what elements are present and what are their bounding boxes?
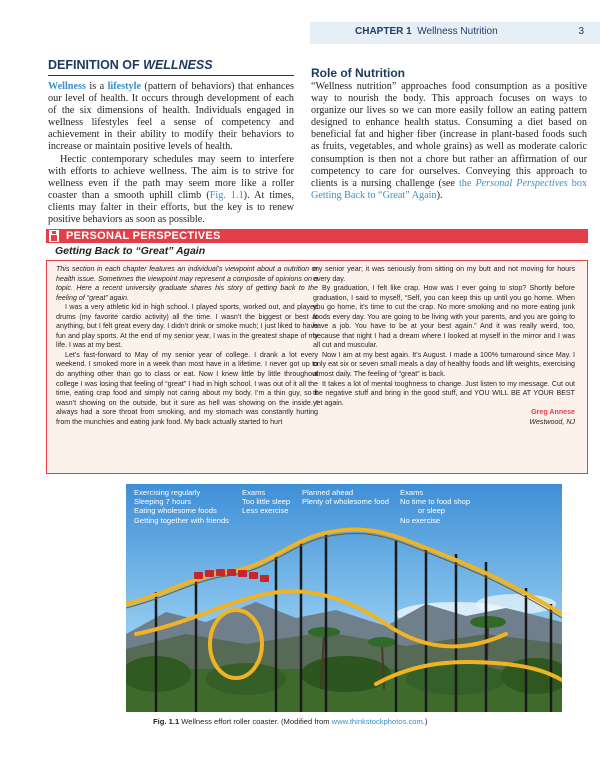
roller-coaster-photo — [126, 484, 562, 712]
perspectives-paragraph: Now I am at my best again. It’s August. I made a 100% turnaround since May. I only eat six or seven small meals a day of healthy foods and lift weights, exercising almost daily. The feeling of “great” is back. — [313, 350, 575, 379]
heading-rule — [48, 75, 294, 76]
author-location: Westwood, NJ — [529, 417, 575, 426]
person-icon — [49, 230, 59, 242]
perspectives-column-2 — [313, 265, 575, 427]
perspectives-paragraph: I was a very athletic kid in high school. I played sports, worked out, and played drums (my favorite cardio activity) all the time. I wasn’t the biggest or best at anything, but I felt great every day. I didn’t drink or smoke much; I just liked to have fun and play sports. At the end of my senior year, I was in the greatest shape of my life. I was at my best. — [56, 303, 318, 350]
perspectives-label: PERSONAL PERSPECTIVES — [66, 230, 221, 242]
keyword-wellness[interactable]: Wellness — [48, 81, 86, 92]
perspectives-title: Getting Back to “Great” Again — [55, 245, 206, 257]
figure-link[interactable]: Fig. 1.1 — [209, 189, 244, 201]
role-heading: Role of Nutrition — [311, 66, 405, 80]
definition-paragraph-1: Wellness is a lifestyle (pattern of behaviors) that enhances our level of health. It occurs through development of each of the six dimensions of health. Individuals engaged in wellness lifestyles feel a sense of competency and achievement in their ability to modify their behaviors to increase or maintain positive levels of health. — [48, 81, 294, 153]
perspectives-paragraph: my senior year; it was seriously from sitting on my butt and not moving for hours every day. — [313, 265, 575, 283]
figure-caption: Fig. 1.1 Wellness effort roller coaster. (Modified from www.thinkstockphotos.com.) — [153, 717, 428, 726]
chapter-label: CHAPTER 1 Wellness Nutrition — [355, 26, 498, 37]
perspectives-intro: This section in each chapter features an individual’s viewpoint about a nutrition or health issue. Sometimes the viewpoint may represent a composite of opinions on a topic. Here a recent university graduate shares his story of getting back to the feeling of “great” again. — [56, 265, 318, 302]
role-body — [311, 81, 587, 202]
perspectives-paragraph: It takes a lot of mental toughness to change. Just listen to my message. Cut out the negative stuff and bring in the good stuff, and YOU WILL BE AT YOUR BEST yet again. — [313, 379, 575, 407]
definition-heading: DEFINITION OF WELLNESS — [48, 58, 213, 72]
page-number: 3 — [578, 26, 584, 37]
source-link[interactable]: www.thinkstockphotos.com — [331, 717, 423, 726]
role-paragraph: “Wellness nutrition” approaches food consumption as a positive way to nourish the body. This approach focuses on ways to organize our lives so we can more easily follow an eating pattern designed to enhance health status. Consuming a diet based on beneficial fat and higher fiber (increase in plant-based foods such as fruits, vegetables, and whole grains) as well as moderate caloric consumption is then not a chore but rather an affirmation of our competency to care for ourselves. Conveying this approach to clients is a nursing challenge (see the Personal Perspectives box Getting Back to “Great” Again). — [311, 81, 588, 201]
perspectives-box — [46, 260, 588, 474]
perspectives-column-1 — [56, 265, 318, 427]
perspectives-link[interactable]: the Personal Perspectives box Getting Back to “Great” Again — [311, 177, 588, 201]
perspectives-banner — [46, 229, 588, 243]
coaster-label-4: Exams No time to food shop or sleep No exercise — [400, 488, 471, 525]
definition-body — [48, 81, 294, 226]
coaster-label-1: Exercising regularly Sleeping 7 hours Eating wholesome foods Getting together with friends — [134, 488, 229, 525]
coaster-label-3: Planned ahead Plenty of wholesome food — [302, 488, 389, 507]
running-header — [0, 22, 600, 44]
definition-paragraph-2: Hectic contemporary schedules may seem to interfere with efforts to achieve wellness. The aim is to strive for wellness even if the path may seem more like a roller coaster than a smooth uphill climb (Fig. 1.1). At times, clients may falter in their efforts, but the key is to renew positive behaviors as soon as possible. — [48, 153, 295, 226]
keyword-lifestyle[interactable]: lifestyle — [107, 81, 141, 92]
perspectives-paragraph: Let’s fast-forward to May of my senior year of college. I drank a lot every weekend. I smoked more in a week than most have in a lifetime. I never got up to do anything other than go to class or eat. Now I knew little by little throughout college I was losing that feeling of “great” I had in high school. I was out of it all the time, eating crap food and simply not caring about my body. I’m a thin guy, so it wasn’t showing on the outside, but it sure as hell was showing on the inside. I always had a sore throat from smoking, and my stomach was constantly hurting from the munchies and eating junk food. My back actually started to hurt — [56, 350, 318, 426]
coaster-label-2: Exams Too little sleep Less exercise — [242, 488, 291, 516]
author-name: Greg Annese — [531, 408, 575, 417]
perspectives-paragraph: By graduation, I felt like crap. How was I ever going to stop? Shortly before graduation, I said to myself, “Self, you can keep this up until you go home. When you go home, it’s time to cut the crap. No more smoking and no more eating junk foods every day. You are going to be living with your parents, and you are going to have a job. You have to be at your best again.” And it was really weird, too, because that night I had a dream where I looked at myself in the mirror and I was all cut and muscular. — [313, 284, 575, 350]
